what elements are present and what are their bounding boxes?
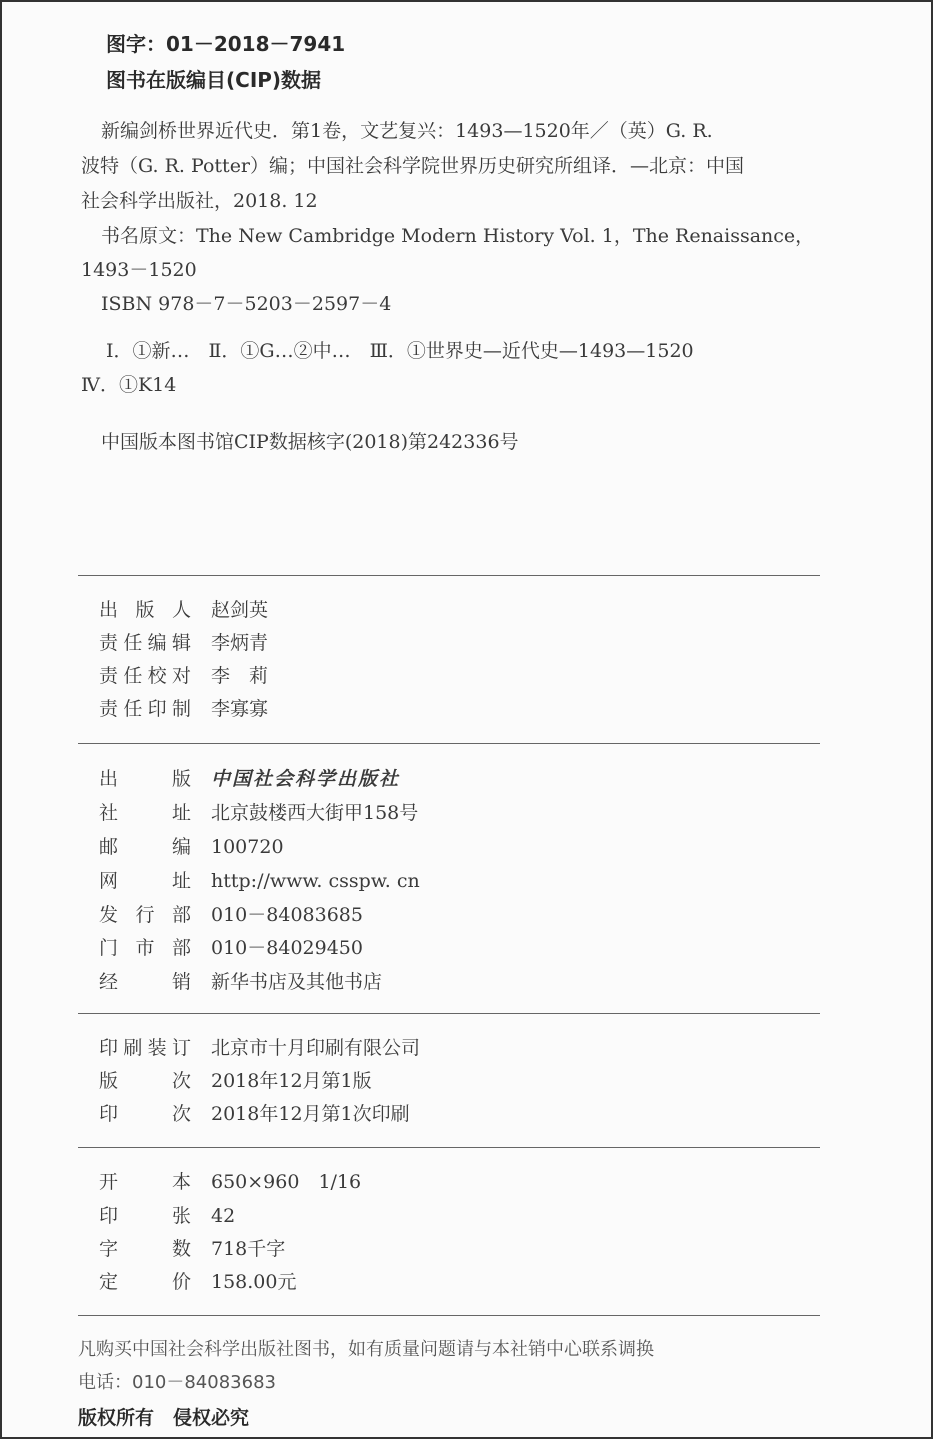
publisher-label: 邮编 xyxy=(99,836,191,858)
format-label: 开本 xyxy=(99,1171,191,1193)
divider xyxy=(78,743,820,744)
classification-line-1: Ⅰ．①新… Ⅱ．①G…②中… Ⅲ．①世界史—近代史—1493—1520 xyxy=(106,340,694,362)
staff-label: 责任编辑 xyxy=(99,632,191,654)
format-label: 印张 xyxy=(99,1205,191,1227)
isbn: ISBN 978－7－5203－2597－4 xyxy=(101,293,392,315)
copyright-notice: 版权所有 侵权必究 xyxy=(78,1407,250,1429)
staff-value: 李炳青 xyxy=(211,632,269,654)
publisher-value: 100720 xyxy=(211,836,284,858)
printing-label: 版次 xyxy=(99,1070,191,1092)
publisher-value: 北京鼓楼西大街甲158号 xyxy=(211,802,419,824)
staff-value: 李寡寡 xyxy=(211,698,269,720)
original-title-line-2: 1493－1520 xyxy=(81,259,197,281)
publisher-value: 010－84029450 xyxy=(211,937,363,959)
cip-entry-line-1: 新编剑桥世界近代史．第1卷，文艺复兴：1493—1520年／（英）G. R. xyxy=(101,120,713,142)
cip-entry-line-2: 波特（G. R. Potter）编；中国社会科学院世界历史研究所组译．—北京：中国 xyxy=(81,155,745,177)
printing-value: 2018年12月第1次印刷 xyxy=(211,1103,410,1125)
publisher-label: 社址 xyxy=(99,802,191,824)
divider xyxy=(78,575,820,576)
publisher-label: 网址 xyxy=(99,870,191,892)
printing-value: 2018年12月第1版 xyxy=(211,1070,372,1092)
staff-label: 责任印制 xyxy=(99,698,191,720)
cip-entry-line-3: 社会科学出版社，2018. 12 xyxy=(81,190,318,212)
classification-line-2: Ⅳ．①K14 xyxy=(81,374,177,396)
publisher-label: 发行部 xyxy=(99,904,191,926)
printing-label: 印次 xyxy=(99,1103,191,1125)
format-value: 158.00元 xyxy=(211,1271,297,1293)
format-value: 42 xyxy=(211,1205,236,1227)
publisher-value: 010－84083685 xyxy=(211,904,363,926)
divider xyxy=(78,1147,820,1148)
format-value: 718千字 xyxy=(211,1238,286,1260)
cip-heading: 图书在版编目(CIP)数据 xyxy=(106,68,322,92)
publisher-label: 门市部 xyxy=(99,937,191,959)
contract-number: 图字：01－2018－7941 xyxy=(106,32,346,56)
printing-value: 北京市十月印刷有限公司 xyxy=(211,1037,421,1059)
printing-label: 印刷装订 xyxy=(99,1037,191,1059)
staff-value: 李 莉 xyxy=(211,665,269,687)
original-title-line-1: 书名原文：The New Cambridge Modern History Vol. 1，The Renaissance， xyxy=(101,225,815,247)
publisher-logotype: 中国社会科学出版社 xyxy=(211,768,401,790)
publisher-value: 新华书店及其他书店 xyxy=(211,971,383,993)
publisher-label: 经销 xyxy=(99,971,191,993)
staff-value: 赵剑英 xyxy=(211,599,269,621)
cip-number: 中国版本图书馆CIP数据核字(2018)第242336号 xyxy=(101,431,519,453)
format-value: 650×960 1/16 xyxy=(211,1171,362,1193)
publisher-label: 出版 xyxy=(99,768,191,790)
service-phone: 电话：010－84083683 xyxy=(78,1372,276,1393)
format-label: 字数 xyxy=(99,1238,191,1260)
staff-label: 出版人 xyxy=(99,599,191,621)
divider xyxy=(78,1315,820,1316)
staff-label: 责任校对 xyxy=(99,665,191,687)
format-label: 定价 xyxy=(99,1271,191,1293)
quality-notice: 凡购买中国社会科学出版社图书，如有质量问题请与本社销中心联系调换 xyxy=(78,1339,654,1360)
divider xyxy=(78,1013,820,1014)
website-link[interactable]: http://www. csspw. cn xyxy=(211,870,420,892)
